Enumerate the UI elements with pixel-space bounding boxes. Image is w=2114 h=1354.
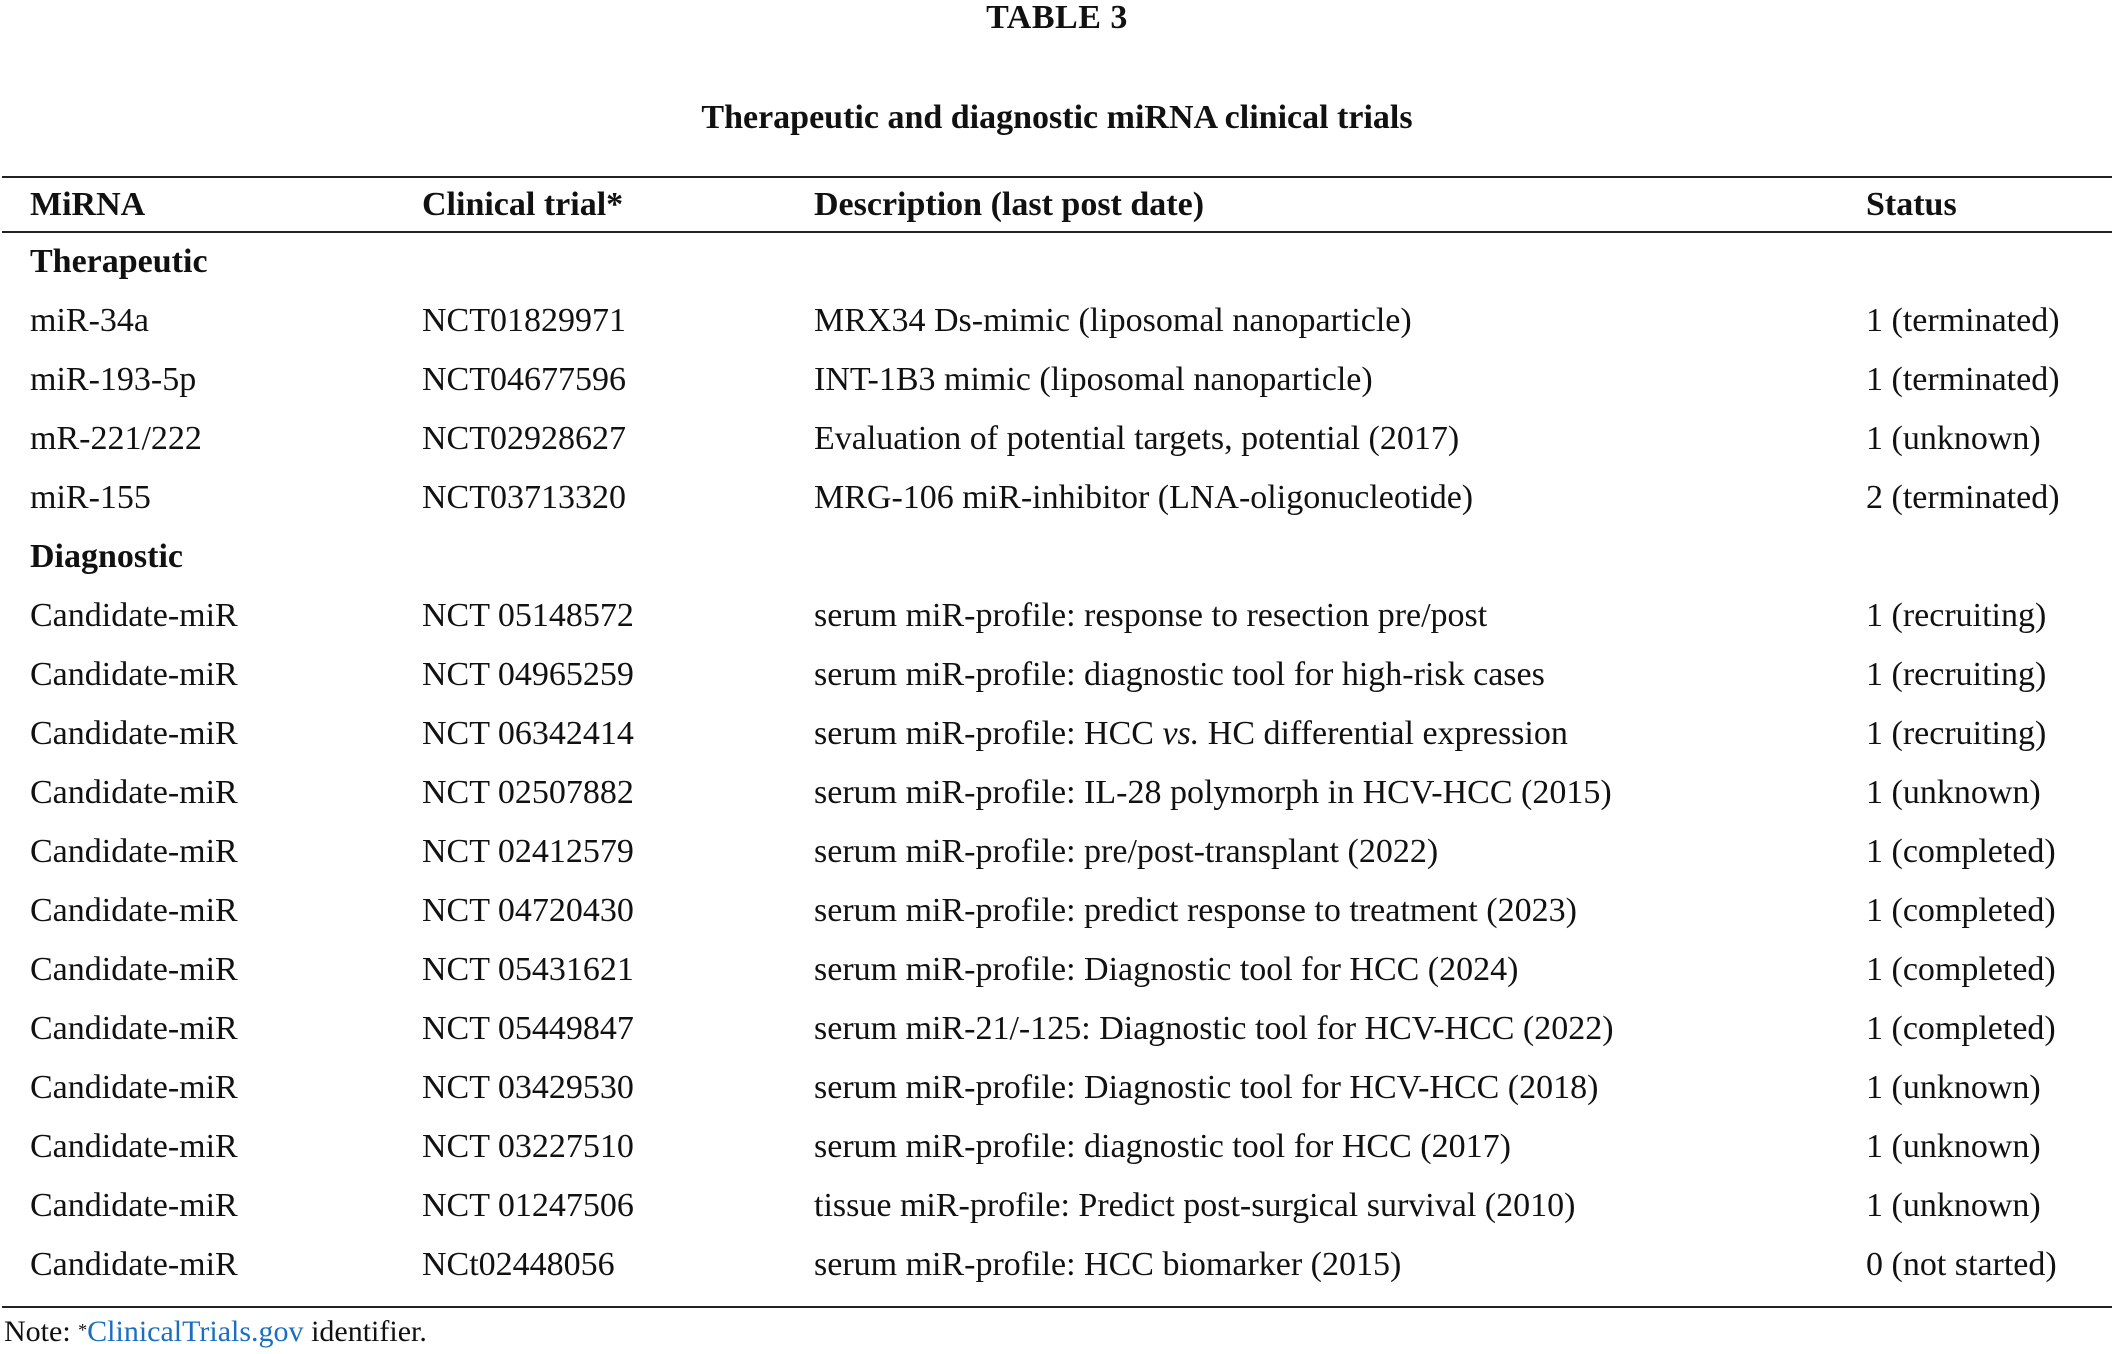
cell-description: serum miR-profile: diagnostic tool for HCC (2017) [814,1127,1511,1165]
cell-status: 2 (terminated) [1866,478,2060,516]
cell-trial: NCt02448056 [422,1245,615,1283]
cell-trial: NCT 05431621 [422,950,634,988]
table-row [0,999,2114,1058]
table-title: Therapeutic and diagnostic miRNA clinical trials [701,99,1413,136]
column-header-mirna: MiRNA [30,186,146,223]
cell-status: 1 (unknown) [1866,1186,2041,1224]
cell-status: 1 (unknown) [1866,1068,2041,1106]
clinicaltrials-gov-link[interactable]: ClinicalTrials.gov [87,1315,304,1348]
cell-status: 1 (completed) [1866,891,2056,929]
section-label-diagnostic: Diagnostic [30,537,183,575]
cell-description: serum miR-profile: response to resection pre/post [814,596,1488,634]
table-row [0,1176,2114,1235]
table-row [0,1117,2114,1176]
cell-status: 1 (completed) [1866,1009,2056,1047]
cell-description: serum miR-profile: Diagnostic tool for HCV-HCC (2018) [814,1068,1599,1106]
cell-description: Evaluation of potential targets, potential (2017) [814,419,1460,457]
cell-mirna: miR-193-5p [30,360,197,398]
cell-description: MRX34 Ds-mimic (liposomal nanoparticle) [814,301,1412,339]
table-row [0,1058,2114,1117]
description-text-italic: vs. [1162,714,1200,752]
cell-mirna: Candidate-miR [30,1186,238,1224]
cell-mirna: Candidate-miR [30,1009,238,1047]
cell-mirna: Candidate-miR [30,596,238,634]
cell-trial: NCT02928627 [422,419,626,457]
cell-description: serum miR-profile: IL-28 polymorph in HCV-HCC (2015) [814,773,1612,811]
cell-status: 1 (unknown) [1866,773,2041,811]
cell-trial: NCT 05148572 [422,596,634,634]
cell-description [814,704,1866,763]
note-marker: * [78,1320,88,1340]
cell-mirna: Candidate-miR [30,891,238,929]
cell-mirna: Candidate-miR [30,950,238,988]
cell-mirna: miR-34a [30,301,149,339]
cell-status: 1 (terminated) [1866,301,2060,339]
cell-mirna: Candidate-miR [30,1127,238,1165]
column-header-trial: Clinical trial* [422,186,624,223]
cell-status: 1 (recruiting) [1866,655,2047,693]
table-label: TABLE 3 [986,0,1128,36]
cell-trial: NCT 02507882 [422,773,634,811]
cell-trial: NCT03713320 [422,478,626,516]
cell-trial: NCT 03429530 [422,1068,634,1106]
cell-trial: NCT 03227510 [422,1127,634,1165]
cell-description: tissue miR-profile: Predict post-surgical survival (2010) [814,1186,1576,1224]
cell-status: 1 (recruiting) [1866,714,2047,752]
cell-description: serum miR-profile: predict response to treatment (2023) [814,891,1577,929]
table-row [0,940,2114,999]
cell-mirna: Candidate-miR [30,1068,238,1106]
section-label-therapeutic: Therapeutic [30,242,208,280]
cell-status: 1 (completed) [1866,832,2056,870]
table-row [0,586,2114,645]
header-row [0,178,2114,232]
cell-status: 1 (unknown) [1866,1127,2041,1165]
cell-trial: NCT 02412579 [422,832,634,870]
cell-description: serum miR-21/-125: Diagnostic tool for HCV-HCC (2022) [814,1009,1614,1047]
cell-trial: NCT 01247506 [422,1186,634,1224]
table-row [0,468,2114,527]
cell-description: MRG-106 miR-inhibitor (LNA-oligonucleotide) [814,478,1474,516]
cell-description: serum miR-profile: pre/post-transplant (2022) [814,832,1439,870]
cell-description: serum miR-profile: Diagnostic tool for HCC (2024) [814,950,1519,988]
note-prefix: Note: [4,1315,79,1348]
cell-mirna: miR-155 [30,478,151,516]
cell-status: 1 (completed) [1866,950,2056,988]
description-text-pre: serum miR-profile: HCC [814,714,1163,752]
cell-description: serum miR-profile: diagnostic tool for high-risk cases [814,655,1545,693]
cell-trial: NCT 05449847 [422,1009,634,1047]
clinical-trials-table [0,178,2114,1294]
section-row-diagnostic [0,527,2114,586]
table-row [0,822,2114,881]
table-bottom-rule [2,1306,2112,1308]
cell-trial: NCT01829971 [422,301,626,339]
cell-mirna: Candidate-miR [30,832,238,870]
cell-mirna: Candidate-miR [30,714,238,752]
table-footnote [4,1313,427,1351]
table-row [0,645,2114,704]
table-row [0,291,2114,350]
cell-status: 1 (unknown) [1866,419,2041,457]
table-row [0,763,2114,822]
cell-trial: NCT 04965259 [422,655,634,693]
cell-trial: NCT04677596 [422,360,626,398]
description-text-post: HC differential expression [1199,714,1568,752]
cell-mirna: Candidate-miR [30,1245,238,1283]
cell-description: INT-1B3 mimic (liposomal nanoparticle) [814,360,1373,398]
cell-mirna: Candidate-miR [30,773,238,811]
cell-status: 0 (not started) [1866,1245,2057,1283]
cell-status: 1 (recruiting) [1866,596,2047,634]
cell-mirna: mR-221/222 [30,419,202,457]
table-row [0,881,2114,940]
note-suffix: identifier. [303,1315,427,1348]
cell-status: 1 (terminated) [1866,360,2060,398]
cell-mirna: Candidate-miR [30,655,238,693]
cell-description: serum miR-profile: HCC biomarker (2015) [814,1245,1402,1283]
table-row [0,704,2114,763]
table-row [0,350,2114,409]
table-row [0,409,2114,468]
column-header-description: Description (last post date) [814,186,1205,223]
section-row-therapeutic [0,232,2114,291]
column-header-status: Status [1866,186,1957,223]
cell-trial: NCT 04720430 [422,891,634,929]
cell-trial: NCT 06342414 [422,714,634,752]
table-row [0,1235,2114,1294]
